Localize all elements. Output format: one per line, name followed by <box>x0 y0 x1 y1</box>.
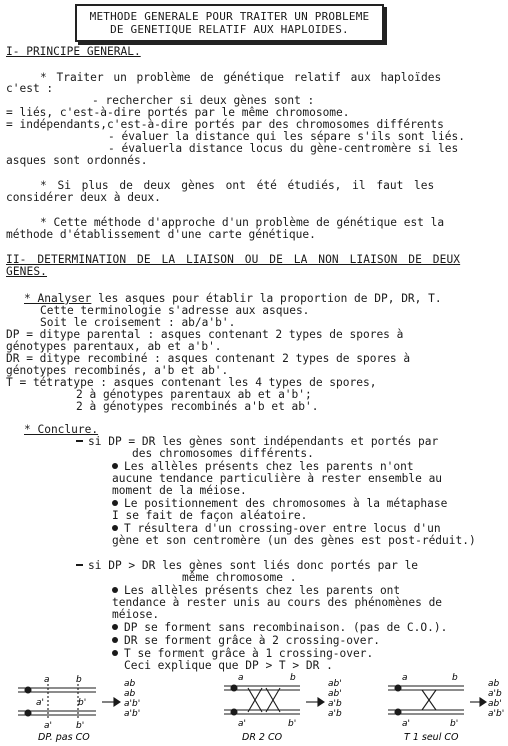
s1-p2-line2: considérer deux à deux. <box>6 191 161 204</box>
c2-bullet3-text: DR se forment grâce à 2 crossing-over. <box>124 634 380 647</box>
bullet-dot <box>112 650 118 656</box>
arrow-head <box>480 698 486 706</box>
centromere <box>231 685 237 691</box>
bullet-dot <box>112 463 118 469</box>
diagram-caption: T 1 seul CO <box>404 732 459 743</box>
allele-label: b <box>290 673 296 683</box>
c2-bullet3 <box>112 635 380 647</box>
centromere <box>25 687 31 693</box>
centromere <box>395 685 401 691</box>
analyser-rest: les asques pour établir la proportion de DP, DR, T. <box>91 292 442 305</box>
centromere <box>25 710 31 716</box>
c1-bullet2-line2: I se fait de façon aléatoire. <box>112 509 308 522</box>
s1-p1-line2: c'est : <box>6 82 54 95</box>
spore-3: a'b <box>328 699 342 709</box>
section-2-heading-line1: II- DETERMINATION DE LA LIAISON OU DE LA NON LIAISON DE DEUX <box>6 253 461 266</box>
centromere <box>231 709 237 715</box>
s1-p2-line1: * Si plus de deux gènes ont été étudiés, il faut les <box>40 179 435 192</box>
s1-p1-line1: * Traiter un problème de génétique relatif aux haploïdes <box>40 71 442 84</box>
dr-def-line1: DR = ditype recombiné : asques contenant 2 types de spores à <box>6 352 411 365</box>
c2-bullet1-line2: tendance à rester unis au cours des phénomènes de <box>112 596 443 609</box>
spore-1: ab <box>124 679 136 689</box>
dash-marker <box>76 440 83 442</box>
allele-label: a <box>44 675 50 685</box>
allele-label: a <box>238 673 244 683</box>
s1-p3-line2: méthode d'établissement d'une carte génétique. <box>6 228 316 241</box>
diagram-t-one-co <box>384 670 506 744</box>
c2-bullet2-text: DP se forment sans recombinaison. (pas de C.O.). <box>124 621 448 634</box>
spore-1: ab' <box>328 679 342 689</box>
diagram-caption: DR 2 CO <box>242 732 283 743</box>
conclusion-1-line2: des chromosomes différents. <box>132 447 314 460</box>
s1-p1-line8: asques sont ordonnés. <box>6 154 148 167</box>
spore-2: ab <box>124 689 136 699</box>
s1-p1-line7: - évaluerla distance locus du gène-centromère si les <box>108 142 459 155</box>
section-2-heading-line2: GENES. <box>6 265 48 278</box>
c2-conclusion-end: Ceci explique que DP > T > DR . <box>124 659 333 672</box>
c1-bullet1-text: Les allèles présents chez les parents n'ont <box>124 460 414 473</box>
allele-label: b' <box>288 719 297 729</box>
s1-p3-line1: * Cette méthode d'approche d'un problème de génétique est la <box>40 216 445 229</box>
diagram-dr-two-co <box>218 670 358 744</box>
title-box <box>75 4 384 42</box>
bullet-dot <box>112 624 118 630</box>
spore-4: a'b' <box>124 709 141 719</box>
spore-3: ab' <box>488 699 502 709</box>
allele-label: a' <box>36 698 44 708</box>
diagram-caption: DP. pas CO <box>38 732 90 743</box>
analyser-label: * Analyser <box>24 292 92 305</box>
c1-bullet3-line2: gène et son centromère (un des gènes est post-réduit.) <box>112 534 476 547</box>
s1-p1-line6: - évaluer la distance qui les sépare s'ils sont liés. <box>108 130 465 143</box>
bullet-dot <box>112 637 118 643</box>
dp-def-line1: DP = ditype parental : asques contenant 2 types de spores à <box>6 328 404 341</box>
c2-bullet4-text: T se forment grâce à 1 crossing-over. <box>124 647 374 660</box>
allele-label: a' <box>402 719 410 729</box>
spore-3: a'b' <box>124 699 141 709</box>
arrow-head <box>114 698 120 706</box>
title-line-2: DE GENETIQUE RELATIF AUX HAPLOIDES. <box>110 23 349 36</box>
dr-def-line2: génotypes recombinés, a'b et ab'. <box>6 364 229 377</box>
centromere <box>395 709 401 715</box>
dp-def-line2: génotypes parentaux, ab et a'b'. <box>6 340 222 353</box>
s1-p1-line4: = liés, c'est-à-dire portés par le même chromosome. <box>6 106 350 119</box>
conclusion-1-text: si DP = DR les gènes sont indépendants et portés par <box>88 435 439 448</box>
spore-4: a'b' <box>488 709 505 719</box>
c2-bullet2 <box>112 622 447 634</box>
bullet-dot <box>112 587 118 593</box>
t-def-line3: 2 à génotypes recombinés a'b et ab'. <box>76 400 319 413</box>
t-def-line2: 2 à génotypes parentaux ab et a'b'; <box>76 388 312 401</box>
t-def-line1: T = tétratype : asques contenant les 4 types de spores, <box>6 376 377 389</box>
dash-marker <box>76 564 83 566</box>
c1-bullet1-line3: moment de la méiose. <box>112 484 247 497</box>
allele-label: b' <box>450 719 459 729</box>
allele-label: b' <box>76 721 85 731</box>
conclure-label: * Conclure. <box>24 423 99 436</box>
conclusion-2-text: si DP > DR les gènes sont liés donc portés par le <box>88 559 419 572</box>
allele-label: a' <box>44 721 52 731</box>
allele-label: b <box>452 673 458 683</box>
conclusion-2-line2: même chromosome . <box>182 571 297 584</box>
analyser-line2: Cette terminologie s'adresse aux asques. <box>40 304 310 317</box>
bullet-dot <box>112 500 118 506</box>
c1-bullet3-text: T résultera d'un crossing-over entre locus d'un <box>124 522 441 535</box>
s1-p1-line3: - rechercher si deux gènes sont : <box>92 94 315 107</box>
title-line-1: METHODE GENERALE POUR TRAITER UN PROBLEME <box>89 10 370 23</box>
allele-label: a <box>402 673 408 683</box>
diagram-dp-no-co <box>8 674 158 744</box>
spore-2: a'b <box>488 689 502 699</box>
arrow-head <box>318 698 324 706</box>
analyser-line3: Soit le croisement : ab/a'b'. <box>40 316 236 329</box>
c2-bullet1-line3: méiose. <box>112 608 160 621</box>
allele-label: a' <box>238 719 246 729</box>
allele-label: b <box>76 675 82 685</box>
allele-label: b' <box>78 698 87 708</box>
c1-bullet2-text: Le positionnement des chromosomes à la métaphase <box>124 497 448 510</box>
c2-bullet1-text: Les allèles présents chez les parents ont <box>124 584 401 597</box>
section-1-heading: I- PRINCIPE GENERAL. <box>6 45 141 58</box>
spore-4: a'b <box>328 709 342 719</box>
c1-bullet1-line2: aucune tendance particulière à rester ensemble au <box>112 472 443 485</box>
s1-p1-line5: = indépendants,c'est-à-dire portés par des chromosomes différents <box>6 118 444 131</box>
spore-1: ab <box>488 679 500 689</box>
spore-2: ab' <box>328 689 342 699</box>
bullet-dot <box>112 525 118 531</box>
